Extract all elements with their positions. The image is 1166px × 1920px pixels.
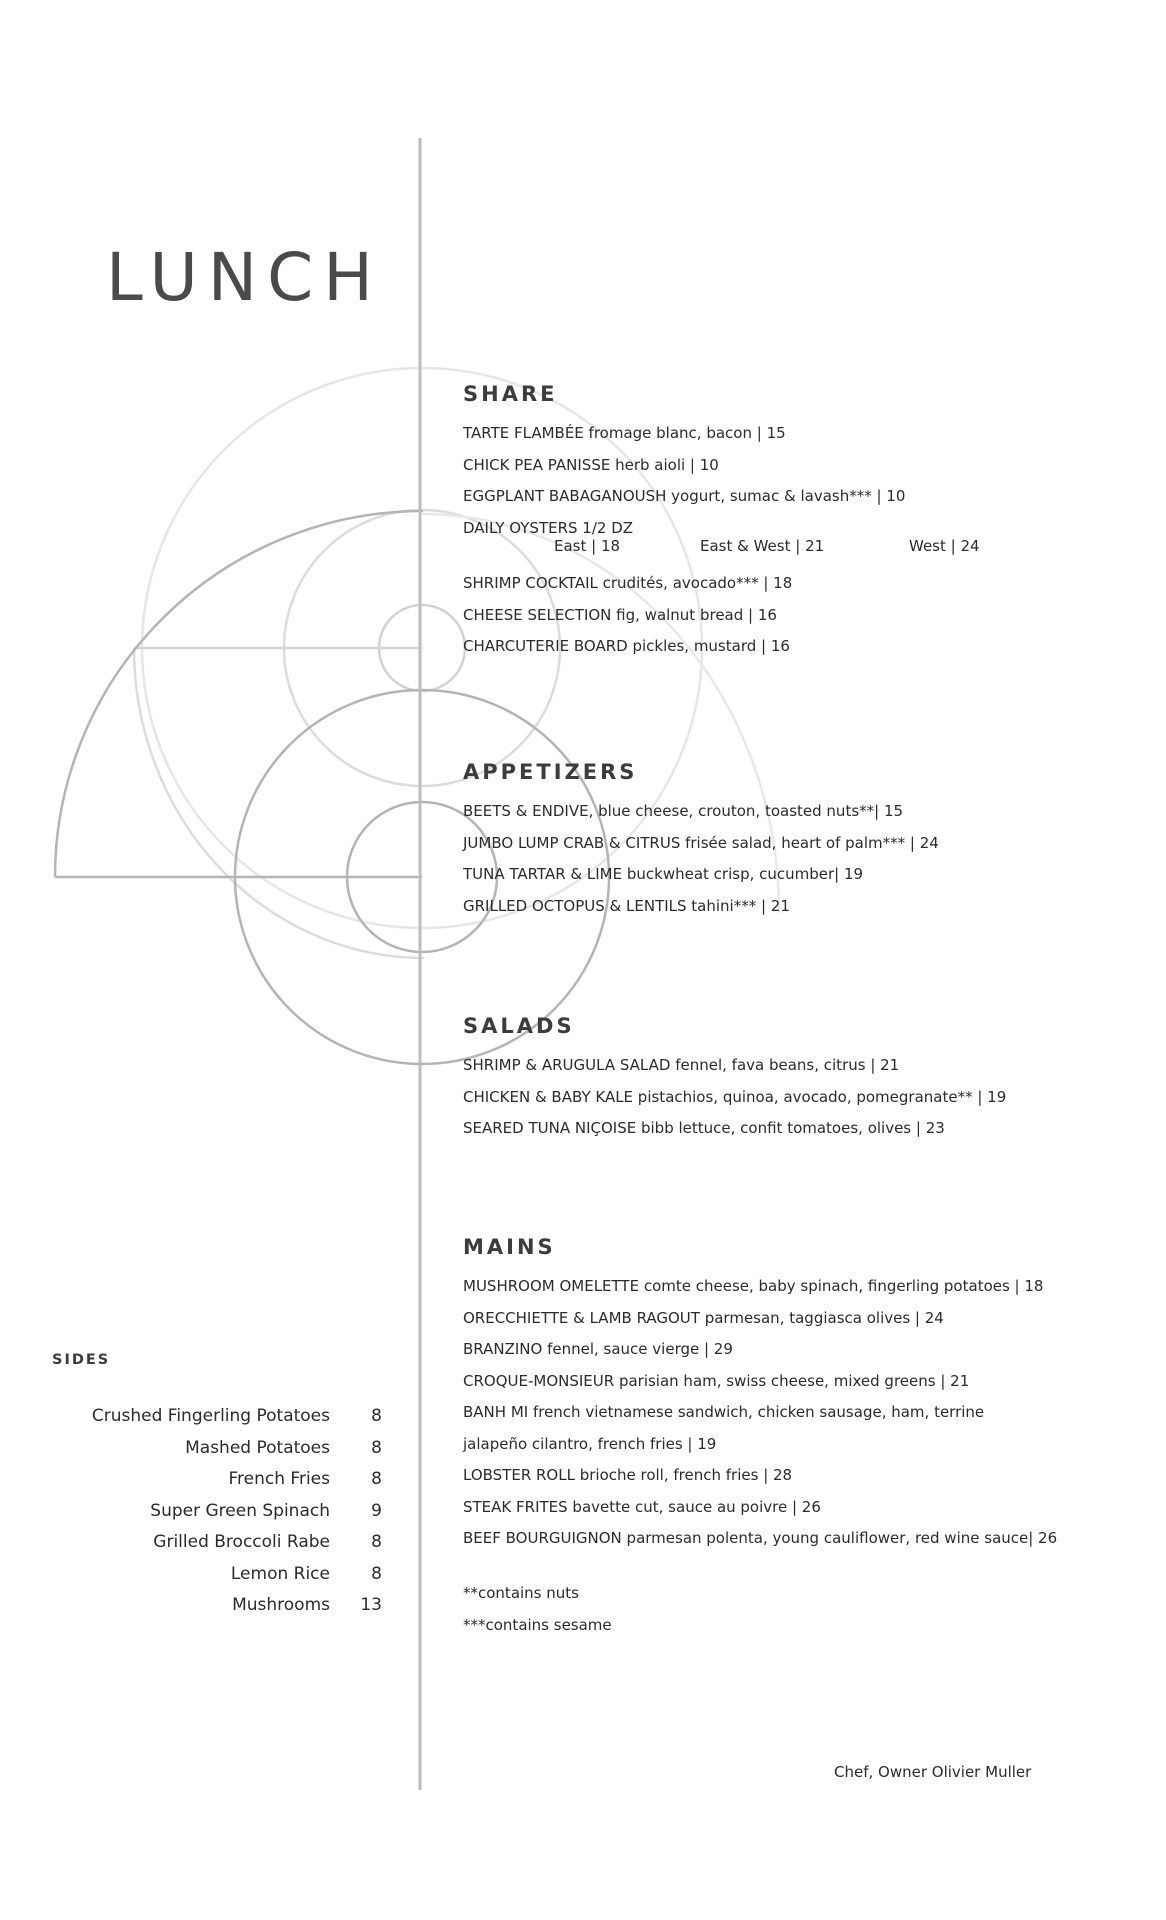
menu-item: CHEESE SELECTION fig, walnut bread | 16 (463, 605, 777, 624)
side-item (0, 1468, 400, 1500)
outer-dark-arc (55, 511, 423, 877)
menu-title: LUNCH (106, 239, 383, 316)
appetizers-list (463, 800, 939, 926)
sides-list (0, 1405, 400, 1626)
chef-credit: Chef, Owner Olivier Muller (834, 1763, 1032, 1781)
menu-item: STEAK FRITES bavette cut, sauce au poivre | 26 (463, 1497, 821, 1516)
menu-item: CROQUE-MONSIEUR parisian ham, swiss cheese, mixed greens | 21 (463, 1371, 970, 1390)
side-name: French Fries (228, 1469, 330, 1489)
menu-item: ORECCHIETTE & LAMB RAGOUT parmesan, taggiasca olives | 24 (463, 1308, 944, 1327)
side-name: Crushed Fingerling Potatoes (91, 1406, 330, 1426)
salads-heading: SALADS (463, 1014, 575, 1038)
sides-heading: SIDES (52, 1352, 111, 1368)
menu-item: SEARED TUNA NIÇOISE bibb lettuce, confit tomatoes, olives | 23 (463, 1119, 945, 1137)
side-item (0, 1531, 400, 1563)
side-name: Lemon Rice (230, 1563, 330, 1584)
side-price: 8 (371, 1532, 382, 1552)
appetizers-heading: APPETIZERS (463, 760, 638, 784)
share-list (463, 422, 980, 667)
side-name: Mushrooms (232, 1595, 330, 1615)
side-price: 8 (371, 1563, 382, 1584)
menu-item: BEEF BOURGUIGNON parmesan polenta, young cauliflower, red wine sauce| 26 (463, 1529, 1058, 1547)
menu-item: LOBSTER ROLL brioche roll, french fries | 28 (463, 1466, 793, 1484)
menu-item: DAILY OYSTERS 1/2 DZ (463, 518, 634, 537)
side-item (0, 1500, 400, 1532)
note-nuts: **contains nuts (463, 1584, 579, 1602)
menu-item: GRILLED OCTOPUS & LENTILS tahini*** | 21 (463, 896, 790, 915)
side-price: 8 (371, 1406, 382, 1426)
side-item (0, 1437, 400, 1469)
side-name: Grilled Broccoli Rabe (153, 1532, 330, 1552)
note-sesame: ***contains sesame (463, 1615, 612, 1634)
menu-item: SHRIMP COCKTAIL crudités, avocado*** | 18 (463, 574, 793, 592)
menu-item: BEETS & ENDIVE, blue cheese, crouton, toasted nuts**| 15 (463, 802, 904, 820)
menu-item: BANH MI french vietnamese sandwich, chicken sausage, ham, terrine (463, 1403, 985, 1421)
menu-item: EGGPLANT BABAGANOUSH yogurt, sumac & lavash*** | 10 (463, 487, 906, 505)
salads-list (463, 1054, 1006, 1149)
menu-item: BRANZINO fennel, sauce vierge | 29 (463, 1340, 733, 1358)
menu-item: TUNA TARTAR & LIME buckwheat crisp, cucumber| 19 (463, 865, 864, 883)
side-price: 8 (371, 1469, 382, 1489)
oyster-west: West | 24 (909, 536, 980, 555)
menu-item: CHICKEN & BABY KALE pistachios, quinoa, avocado, pomegranate** | 19 (463, 1087, 1007, 1106)
side-price: 8 (371, 1437, 382, 1458)
menu-item: CHICK PEA PANISSE herb aioli | 10 (463, 455, 719, 474)
side-price: 13 (360, 1595, 382, 1615)
share-heading: SHARE (463, 382, 558, 406)
mains-heading: MAINS (463, 1235, 556, 1259)
side-name: Mashed Potatoes (185, 1437, 330, 1458)
oyster-east-west: East & West | 21 (700, 536, 825, 555)
menu-item: JUMBO LUMP CRAB & CITRUS frisée salad, heart of palm*** | 24 (463, 833, 939, 852)
side-price: 9 (371, 1500, 382, 1521)
menu-item: SHRIMP & ARUGULA SALAD fennel, fava beans, citrus | 21 (463, 1056, 900, 1074)
oyster-east: East | 18 (554, 536, 621, 555)
allergen-notes (463, 1582, 612, 1645)
menu-item: CHARCUTERIE BOARD pickles, mustard | 16 (463, 637, 790, 655)
mains-list (463, 1275, 1057, 1559)
side-name: Super Green Spinach (150, 1500, 330, 1521)
menu-item: TARTE FLAMBÉE fromage blanc, bacon | 15 (463, 424, 786, 442)
oyster-prices (463, 536, 980, 573)
menu-item: jalapeño cilantro, french fries | 19 (463, 1434, 717, 1453)
side-item (0, 1594, 400, 1626)
menu-item: MUSHROOM OMELETTE comte cheese, baby spinach, fingerling potatoes | 18 (463, 1277, 1044, 1295)
side-item (0, 1405, 400, 1437)
side-item (0, 1563, 400, 1595)
